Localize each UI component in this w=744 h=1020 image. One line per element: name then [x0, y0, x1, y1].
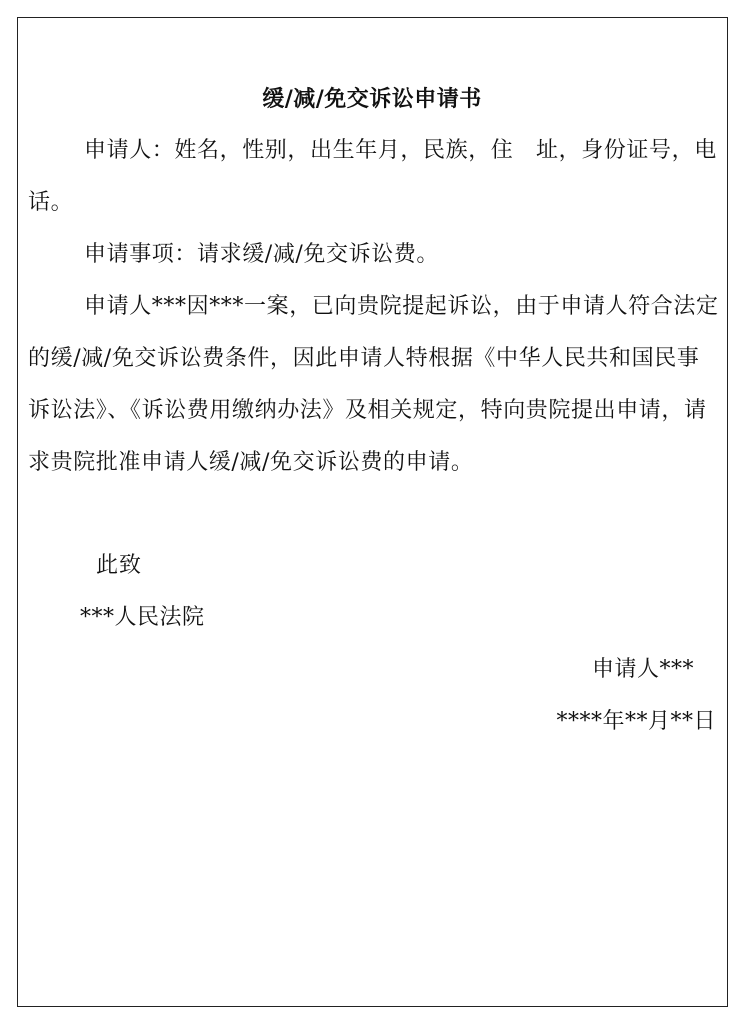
salutation: 此致 — [96, 553, 143, 578]
reason-paragraph: 申请人***因***一案，已向贵院提起诉讼，由于申请人符合法定的缓/减/免交诉讼费条件，因此申请人特根据《中华人民共和国民事诉讼法》、《诉讼费用缴纳办法》及相关规定，特向贵院提出申请，请求贵院批准申请人缓/减/免交诉讼费的申请。 — [28, 294, 719, 475]
signature-date: ****年**月**日 — [556, 709, 716, 734]
document-title: 缓/减/免交诉讼申请书 — [262, 86, 482, 112]
document-body — [28, 125, 720, 489]
recipient-court: ***人民法院 — [80, 605, 205, 630]
request-items-paragraph: 申请事项：请求缓/减/免交诉讼费。 — [84, 242, 440, 267]
applicant-info-paragraph: 申请人：姓名，性别，出生年月，民族，住 址，身份证号，电话。 — [28, 138, 717, 215]
applicant-signature: 申请人*** — [591, 657, 694, 682]
